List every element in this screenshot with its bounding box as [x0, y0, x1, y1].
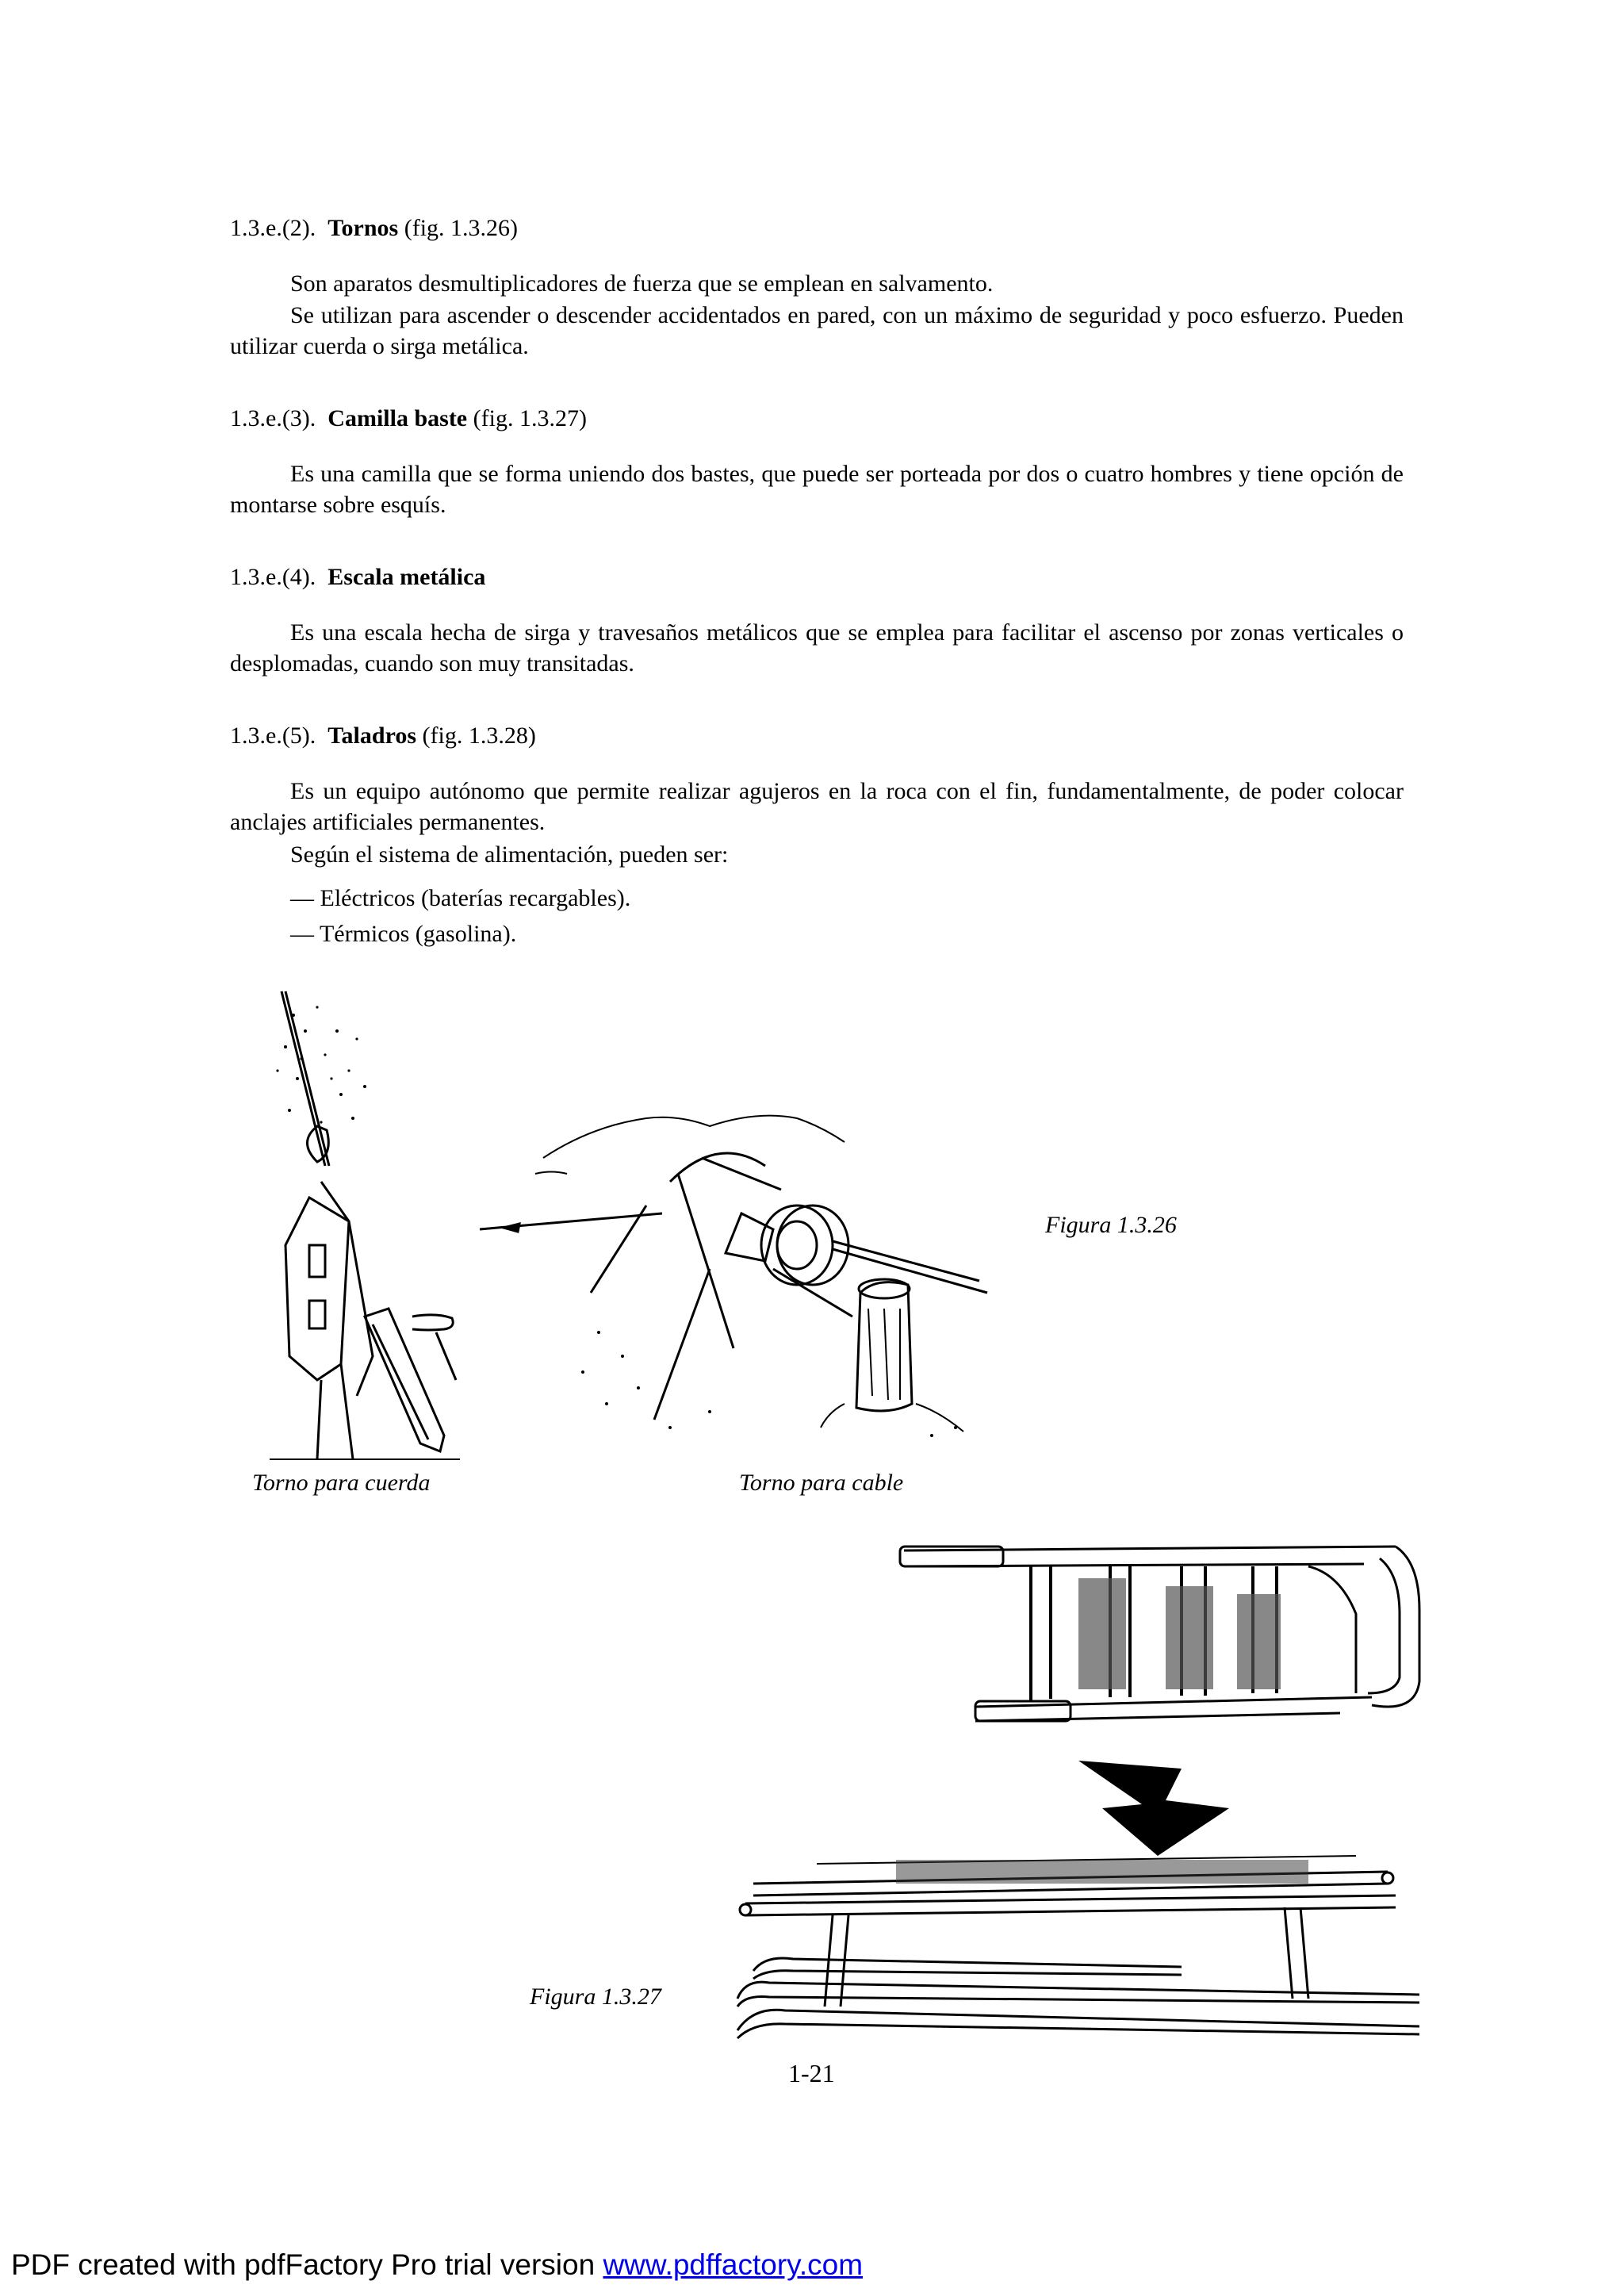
section-heading-taladros: [230, 720, 536, 752]
paragraph: Según el sistema de alimentación, pueden ser:: [290, 841, 729, 868]
footer-link[interactable]: www.pdffactory.com: [603, 2248, 864, 2281]
section-title: Tornos: [327, 215, 399, 241]
paragraph: Se utilizan para ascender o descender accidentados en pared, con un máximo de seguridad y poco esfuerzo. Pueden utilizar cuerda o sirga metálica.: [230, 302, 1404, 359]
section-ref: (fig. 1.3.27): [473, 405, 587, 431]
cable-winch-illustration: [472, 1110, 987, 1459]
section-title: Escala metálica: [327, 564, 486, 590]
figure-label: Figura 1.3.26: [1045, 1212, 1177, 1238]
section-heading-tornos: [230, 213, 518, 244]
section-number: 1.3.e.(2).: [230, 215, 316, 241]
footer-text: PDF created with pdfFactory Pro trial version: [11, 2248, 603, 2281]
page-number: 1-21: [788, 2059, 835, 2087]
list-item: — Térmicos (gasolina).: [290, 921, 517, 947]
section-number: 1.3.e.(4).: [230, 564, 316, 590]
paragraph: Son aparatos desmultiplicadores de fuerza que se emplean en salvamento.: [290, 270, 994, 297]
figure-caption: Torno para cable: [739, 1470, 904, 1496]
section-number: 1.3.e.(3).: [230, 405, 316, 431]
paragraph: Es un equipo autónomo que permite realizar agujeros en la roca con el fin, fundamentalmente, de poder colocar anclajes artificiales permanentes.: [230, 778, 1404, 835]
section-ref: (fig. 1.3.28): [422, 723, 536, 749]
section-ref: (fig. 1.3.26): [404, 215, 519, 241]
section-heading-escala: [230, 562, 485, 593]
figure-caption: Torno para cuerda: [252, 1470, 431, 1496]
list-item: — Eléctricos (baterías recargables).: [290, 885, 631, 911]
pdf-footer: [11, 2248, 863, 2282]
section-heading-camilla: [230, 403, 587, 435]
stretcher-illustration: [737, 1523, 1419, 2062]
rope-winch-illustration: [262, 983, 468, 1467]
section-number: 1.3.e.(5).: [230, 723, 316, 749]
section-title: Taladros: [327, 723, 417, 749]
paragraph: Es una escala hecha de sirga y travesaños metálicos que se emplea para facilitar el ascenso por zonas verticales o desplomadas, cuando son muy transitadas.: [230, 619, 1404, 677]
paragraph: Es una camilla que se forma uniendo dos bastes, que puede ser porteada por dos o cuatro hombres y tiene opción de montarse sobre esquís.: [230, 461, 1404, 518]
figure-label: Figura 1.3.27: [530, 1984, 661, 2010]
section-title: Camilla baste: [327, 405, 468, 431]
